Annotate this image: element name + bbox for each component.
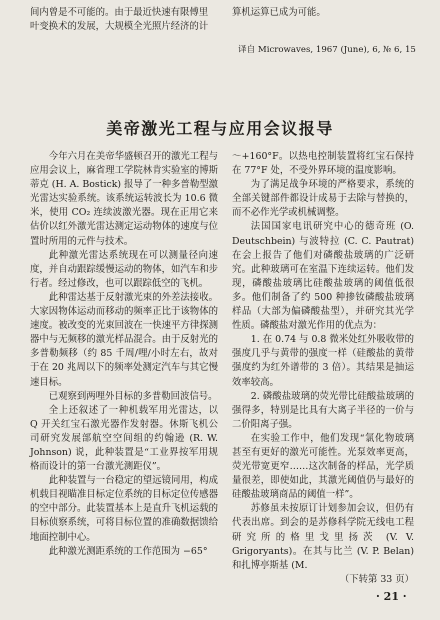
- text-line: 间内曾是不可能的。由于最近快速有限傅里: [30, 7, 209, 18]
- paragraph: 今年六月在美帝华盛顿召开的激光工程与应用会议上，麻省理工学院林肯实验室的博斯蒂克 (H. A. Bostick) 报导了一种多普勒型激光雷达实验系统。该系统运转波长为 10.6 微米，使用 CO₂ 连续波激光器。现在正用它来估价以红外激光雷达测定运动物体的速度与位置时所用的元件与技术。: [30, 151, 218, 247]
- paragraph: 已观察到两哩外目标的多普勒回波信号。: [48, 390, 218, 402]
- article-column-left: [30, 150, 218, 559]
- paragraph: 此种激光雷达系统现在可以测量径向速度，并自动跟踪缓慢运动的物体，如汽车和步行者。经过修改，也可以跟踪低空的飞机。: [30, 249, 218, 289]
- article-title: 美帝激光工程与应用会议报导: [106, 119, 334, 138]
- paragraph: 此种装置与一台稳定的望远镜同用，构成机载目视瞄准目标定位系统的目标定位传感器的空中部分。此装置基本上是直升飞机运载的目标侦察系统，可将目标位置的准确数据馈给地面控制中心。: [30, 475, 218, 543]
- paragraph: 为了满足战争环境的严格要求，系统的全部关键部件都设计成易于去除与替换的，而不必作光学或机械调整。: [232, 179, 414, 219]
- previous-article-tail-right: [232, 6, 414, 20]
- text-line: 叶变换术的发展，大规模全光照片经济的计: [30, 21, 209, 33]
- list-item: 1. 在 0.74 与 0.8 微米处红外吸收带的强度几乎与黄带的强度一样（硅酸盐的黄带强度约为红外谱带的 3 倍）。其结果是抽运效率较高。: [232, 334, 414, 388]
- paragraph: 全上还叙述了一种机载军用光雷达，以 Q 开关红宝石激光器作发射器。休斯飞机公司研究发展部航空空间组的约翰逊 (R. W. Johnson) 说，此种装置是“工业界按军用规格而设计的第一台激光测距仪”。: [30, 404, 218, 473]
- paragraph: ～+160°F。以热电控制装置将红宝石保持在 77°F 处，不受外界环境的温度影响。: [232, 151, 414, 177]
- paragraph: 此种雷达基于反射激光束的外差法接收。大家因物体运动而移动的频率正比于该物体的速度。被改变的光束回波在一快速平方律探测器中与无频移的激光样品混合。由于反射光的多普勒频移（约 85 千周/哩/小时左右，故对于在 20 兆周以下的频率处测定汽车与其它慢速目标。: [30, 291, 218, 388]
- list-item: 2. 磷酸盐玻璃的荧光带比硅酸盐玻璃的强得多，特别是比具有大离子半径的一价与二价阳离子强。: [232, 390, 414, 430]
- page-number: · 21 ·: [376, 590, 407, 603]
- paragraph: 此种激光测距系统的工作范围为 −65°: [48, 545, 208, 557]
- previous-article-tail-left: [30, 6, 218, 34]
- text-line: 算机运算已成为可能。: [232, 7, 326, 18]
- continued-note: （下转第 33 页）: [339, 573, 414, 585]
- article-column-right: [232, 150, 414, 587]
- paragraph: 法国国家电讯研究中心的德奇班 (O. Deutschbein) 与波特拉 (C. C. Pautrat) 在会上报告了他们对磷酸盐玻璃的广泛研究。此种玻璃可在室温下连续运转。他们发现，磷酸盐玻璃比硅酸盐玻璃的阈值低很多。他们制备了约 500 种掺钕磷酸盐玻璃样品（大部为偏磷酸盐型），并研究其光学性质。磷酸盐对激光作用的优点为：: [232, 221, 414, 332]
- source-reference: 译自 Microwaves, 1967 (June), 6, № 6, 15: [238, 45, 416, 55]
- paragraph: 苏修虽未按原订计划参加会议，但仍有代表出席。到会的是苏修科学院无线电工程研究所的格里戈里扬茨 (V. V. Grigoryants)。在其与比兰 (V. P. Belan) 和扎博亭斯基 (M.: [232, 503, 414, 571]
- paragraph: 在实验工作中，他们发现“氯化物玻璃甚至有更好的激光可能性。光泵效率更高，荧光带宽更窄……这次制备的样品，光学质量很差，即使如此，其激光阈值仍与最好的硅酸盐玻璃商品的阈值一样”。: [232, 432, 414, 501]
